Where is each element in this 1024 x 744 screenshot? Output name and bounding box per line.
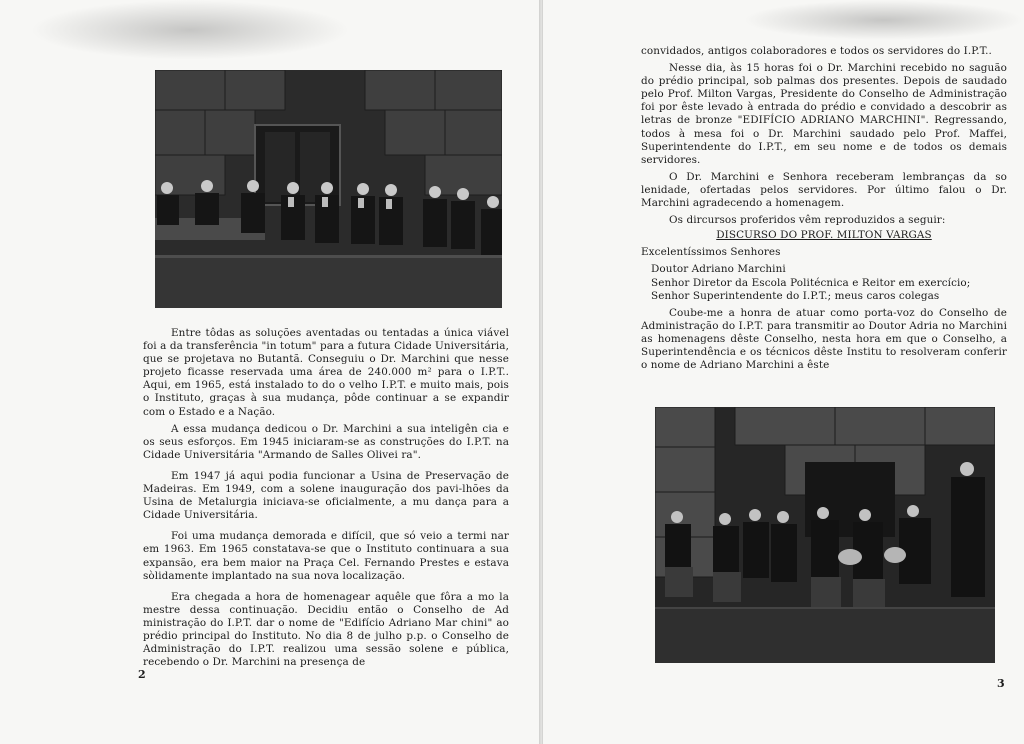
scan-smudge	[743, 0, 1024, 40]
right-body-text	[641, 45, 1007, 372]
addressee: Doutor Adriano Marchini	[651, 263, 786, 276]
addressee: Senhor Superintendente do I.P.T.; meus caros colegas	[651, 289, 940, 302]
paragraph: Foi uma mudança demorada e difícil, que só veio a termi nar em 1963. Em 1965 constatava-se que o Instituto continuara a sua expansão, era bem maior na Praça Cel. Fernando Prestes e estava sòlidamente implantado na sua nova localização.	[143, 530, 509, 582]
addressee: Senhor Diretor da Escola Politécnica e Reitor em exercício;	[651, 276, 971, 289]
paragraph: Os dircursos proferidos vêm reproduzidos a seguir:	[669, 214, 946, 227]
left-body-text	[143, 327, 509, 669]
paragraph: Coube-me a honra de atuar como porta-voz do Conselho de Administração do I.P.T. para transmitir ao Doutor Adria no Marchini as homenagens dêste Conselho, nesta hora em que o Conselho, a Superintendência e os técnicos dêste Institu to resolveram conferir o nome de Adriano Marchini a êste	[641, 306, 1007, 372]
paragraph: Entre tôdas as soluções aventadas ou tentadas a única viável foi a da transferência "in totum" para a futura Cidade Universitária, que se projetava no Butantã. Conseguiu o Dr. Marchini que nesse projeto ficasse reservada uma área de 240.000 m² para o I.P.T.. Aqui, em 1965, está instalado to do o velho I.P.T. e muito mais, pois o Instituto, graças à sua mudança, pôde continuar a se expandir com o Estado e a Nação.	[143, 327, 509, 418]
ceremony-photo-right	[655, 407, 995, 663]
paragraph: O Dr. Marchini e Senhora receberam lembranças da so lenidade, ofertadas pelos servidores. Por último falou o Dr. Marchini agradecendo a homenagem.	[641, 170, 1007, 210]
page-number-left: 2	[138, 668, 146, 681]
paragraph: Era chegada a hora de homenagear aquêle que fôra a mo la mestre dessa continuação. Decidiu então o Conselho de Ad ministração do I.P.T. dar o nome de "Edifício Adriano Mar chini" ao prédio principal do Instituto. No dia 8 de julho p.p. o Conselho de Administração do I.P.T. realizou uma sessão solene e pública, recebendo o Dr. Marchini na presença de	[143, 590, 509, 669]
salutation: Excelentíssimos Senhores	[641, 246, 781, 259]
paragraph: convidados, antigos colaboradores e todos os servidores do I.P.T..	[641, 45, 992, 57]
right-page	[543, 0, 1024, 744]
scan-smudge	[30, 0, 350, 60]
speech-heading: DISCURSO DO PROF. MILTON VARGAS	[716, 229, 932, 242]
paragraph: Nesse dia, às 15 horas foi o Dr. Marchini recebido no saguão do prédio principal, sob palmas dos presentes. Depois de saudado pelo Prof. Milton Vargas, Presidente do Conselho de Administração foi por êste levado à entrada do prédio e convidado a descobrir as letras de bronze "EDIFÍCIO ADRIANO MARCHINI". Regressando, todos à mesa foi o Dr. Marchini saudado pelo Prof. Maffei, Superintendente do I.P.T., em seu nome e de todos os demais servidores.	[641, 62, 1007, 166]
paragraph: Em 1947 já aqui podia funcionar a Usina de Preservação de Madeiras. Em 1949, com a solene inauguração dos pavi-lhões da Usina de Metalurgia iniciava-se oficialmente, a mu dança para a Cidade Universitária.	[143, 469, 509, 522]
page-number-right: 3	[997, 677, 1005, 690]
paragraph: A essa mudança dedicou o Dr. Marchini a sua inteligên cia e os seus esforços. Em 1945 iniciaram-se as construções do I.P.T. na Cidade Universitária "Armando de Salles Olivei ra".	[143, 422, 509, 461]
ceremony-photo-left	[155, 70, 502, 308]
